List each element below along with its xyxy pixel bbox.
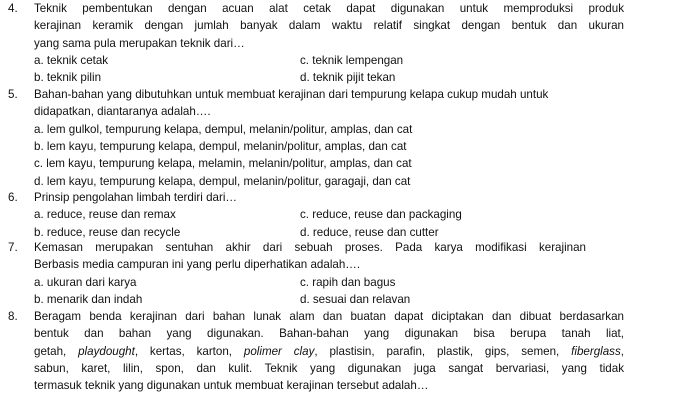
question-line (34, 343, 624, 360)
option-c[interactable]: c. teknik lempengan (300, 53, 404, 67)
option-a[interactable]: a. lem gulkol, tempurung kelapa, dempul, melanin/politur, amplas, dan cat (34, 122, 413, 136)
options-grid (34, 206, 674, 241)
question-number: 8. (8, 310, 18, 323)
question-line: kerajinan keramik dengan jumlah banyak dalam waktu relatif singkat dengan bentuk dan ukuran (34, 19, 624, 33)
options-list (34, 121, 674, 191)
option-d[interactable]: d. reduce, reuse dan cutter (300, 225, 439, 239)
question-line: Prinsip pengolahan limbah terdiri dari… (34, 191, 237, 204)
question-line: bentuk dan bahan yang digunakan. Bahan-bahan yang digunakan bisa berupa tanah liat, (34, 327, 624, 341)
option-b[interactable]: b. reduce, reuse dan recycle (34, 225, 181, 239)
question-text (34, 86, 622, 121)
question-line: Kemasan merupakan sentuhan akhir dari sebuah proses. Pada karya modifikasi kerajinan (34, 241, 586, 254)
question-6 (0, 189, 674, 241)
italic-term: polimer clay (243, 344, 315, 358)
option-c[interactable]: c. reduce, reuse dan packaging (300, 208, 462, 222)
question-4 (0, 0, 674, 87)
question-line: Bahan-bahan yang dibutuhkan untuk membuat kerajinan dari tempurung kelapa cukup mudah untuk (34, 88, 549, 101)
question-text (34, 189, 622, 206)
text-run: getah, (34, 344, 79, 358)
option-b[interactable]: b. lem kayu, tempurung kelapa, dempul, melanin/politur, amplas, dan cat (34, 140, 407, 153)
question-number: 6. (8, 191, 18, 204)
question-line: sabun, karet, lilin, spon, dan kulit. Teknik yang digunakan juga sangat bervariasi, yang tidak (34, 361, 624, 375)
question-line: termasuk teknik yang digunakan untuk membuat kerajinan tersebut adalah… (34, 379, 429, 393)
question-7 (0, 239, 674, 308)
question-8 (0, 308, 674, 394)
option-a[interactable]: a. ukuran dari karya (34, 275, 137, 289)
italic-term: fiberglass (571, 344, 621, 358)
question-number: 4. (8, 2, 18, 15)
question-line: yang sama pula merupakan teknik dari… (34, 36, 245, 50)
italic-term: playdought (78, 344, 135, 358)
question-line: didapatkan, diantaranya adalah…. (34, 105, 211, 119)
question-text (34, 239, 586, 274)
text-run: , (620, 344, 625, 358)
option-d[interactable]: d. lem kayu, tempurung kelapa, dempul, melanin/politur, garagaji, dan cat (34, 174, 411, 188)
question-line: Teknik pembentukan dengan acuan alat cetak dapat digunakan untuk memproduksi produk (34, 2, 624, 15)
option-a[interactable]: a. teknik cetak (34, 53, 109, 67)
question-number: 7. (8, 241, 18, 254)
text-run: , plastisin, parafin, plastik, gips, semen, (314, 344, 572, 358)
option-a[interactable]: a. reduce, reuse dan remax (34, 208, 176, 222)
option-d[interactable]: d. sesuai dan relavan (300, 293, 411, 306)
option-b[interactable]: b. teknik pilin (34, 71, 102, 85)
option-c[interactable]: c. rapih dan bagus (300, 275, 396, 289)
option-d[interactable]: d. teknik pijit tekan (300, 71, 396, 85)
question-text (34, 308, 624, 394)
option-b[interactable]: b. menarik dan indah (34, 293, 143, 306)
question-line: Beragam benda kerajinan dari bahan lunak alam dan buatan dapat diciptakan dan dibuat berdasarkan (34, 310, 624, 323)
text-run: , kertas, karton, (134, 344, 244, 358)
question-text (34, 0, 624, 52)
question-line: Berbasis media campuran ini yang perlu diperhatikan adalah…. (34, 258, 361, 272)
question-number: 5. (8, 88, 18, 101)
question-5 (0, 86, 674, 190)
option-c[interactable]: c. lem kayu, tempurung kelapa, melamin, melanin/politur, amplas, dan cat (34, 157, 412, 171)
options-grid (34, 274, 674, 309)
options-grid (34, 52, 674, 87)
